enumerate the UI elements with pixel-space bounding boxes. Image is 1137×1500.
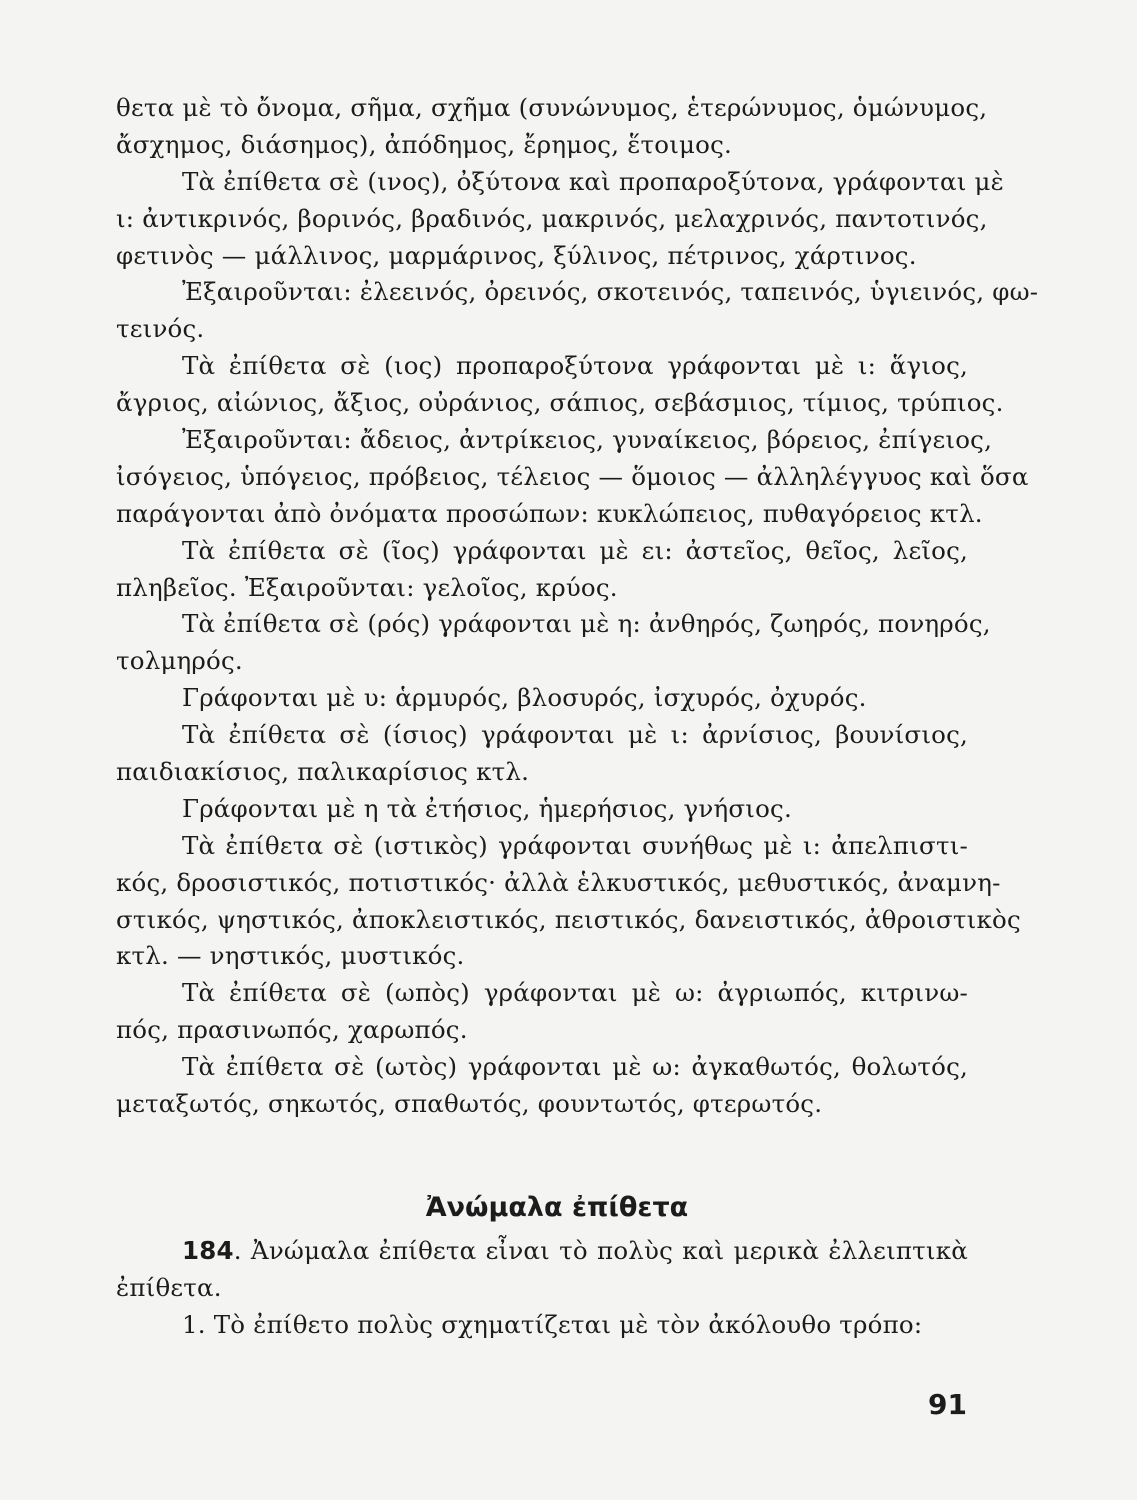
section-paragraph [116,1233,968,1270]
text-line: στικός, ψηστικός, ἀποκλειστικός, πειστικός, δανειστικός, ἀθροιστικὸς [116,904,1021,934]
text-line: Τὰ ἐπίθετα σὲ (ῖος) γράφονται μὲ ει: ἀστεῖος, θεῖος, λεῖος, [182,535,968,565]
text-line: Τὰ ἐπίθετα σὲ (ινος), ὀξύτονα καὶ προπαροξύτονα, γράφονται μὲ [182,166,1005,196]
text-line: Ἐξαιροῦνται: ἄδειος, ἀντρίκειος, γυναίκειος, βόρειος, ἐπίγειος, [182,425,993,455]
text-line: Γράφονται μὲ η τὰ ἐτήσιος, ἡμερήσιος, γνήσιος. [182,793,792,823]
section-text: . Ἀνώμαλα ἐπίθετα εἶναι τὸ πολὺς καὶ μερικὰ ἐλλειπτικὰ [233,1235,968,1265]
text-line: ἄγριος, αἰώνιος, ἄξιος, οὐράνιος, σάπιος, σεβάσμιος, τίμιος, τρύπιος. [116,388,1004,418]
text-line: παράγονται ἀπὸ ὀνόματα προσώπων: κυκλώπειος, πυθαγόρειος κτλ. [116,498,983,528]
text-line: κός, δροσιστικός, ποτιστικός· ἀλλὰ ἑλκυστικός, μεθυστικός, ἀναμνη- [116,867,1001,897]
text-line: τεινός. [116,314,205,344]
text-line: ἄσχημος, διάσημος), ἀπόδημος, ἔρημος, ἕτοιμος. [116,129,733,159]
text-line: ι: ἀντικρινός, βορινός, βραδινός, μακρινός, μελαχρινός, παντοτινός, [116,203,988,233]
text-line: 1. Τὸ ἐπίθετο πολὺς σχηματίζεται μὲ τὸν ἀκόλουθο τρόπο: [182,1309,923,1339]
text-line: Τὰ ἐπίθετα σὲ (ρός) γράφονται μὲ η: ἀνθηρός, ζωηρός, πονηρός, [182,609,991,639]
text-line: Τὰ ἐπίθετα σὲ (ωτὸς) γράφονται μὲ ω: ἀγκαθωτός, θολωτός, [182,1052,968,1082]
text-line: Τὰ ἐπίθετα σὲ (ίσιος) γράφονται μὲ ι: ἀρνίσιος, βουνίσιος, [182,720,968,750]
section-number: 184 [182,1235,234,1265]
text-line: Τὰ ἐπίθετα σὲ (ιστικὸς) γράφονται συνήθως μὲ ι: ἀπελπιστι- [182,830,968,860]
text-line: πός, πρασινωπός, χαρωπός. [116,1015,468,1045]
text-line: θετα μὲ τὸ ὄνομα, σῆμα, σχῆμα (συνώνυμος, ἑτερώνυμος, ὁμώνυμος, [116,93,988,122]
text-line: Ἐξαιροῦνται: ἐλεεινός, ὀρεινός, σκοτεινός, ταπεινός, ὑγιεινός, φω- [182,277,1039,307]
page-body [116,90,1039,1344]
text-line: ἐπίθετα. [116,1272,222,1302]
text-line: κτλ. — νηστικός, μυστικός. [116,941,465,971]
text-line: φετινὸς — μάλλινος, μαρμάρινος, ξύλινος, πέτρινος, χάρτινος. [116,240,917,270]
text-line: μεταξωτός, σηκωτός, σπαθωτός, φουντωτός, φτερωτός. [116,1089,823,1119]
text-line: παιδιακίσιος, παλικαρίσιος κτλ. [116,757,530,787]
text-line: Γράφονται μὲ υ: ἁρμυρός, βλοσυρός, ἰσχυρός, ὀχυρός. [182,683,867,713]
text-line: πληβεῖος. Ἐξαιροῦνται: γελοῖος, κρύος. [116,572,618,602]
text-line: Τὰ ἐπίθετα σὲ (ωπὸς) γράφονται μὲ ω: ἀγριωπός, κιτρινω- [182,978,968,1008]
text-line: τολμηρός. [116,646,243,676]
text-line: Τὰ ἐπίθετα σὲ (ιος) προπαροξύτονα γράφονται μὲ ι: ἅγιος, [182,351,968,381]
text-line: ἰσόγειος, ὑπόγειος, πρόβειος, τέλειος — ὅμοιος — ἀλληλέγγυος καὶ ὅσα [116,461,1029,491]
section-heading: Ἀνώμαλα ἐπίθετα [425,1191,689,1223]
page-number: 91 [928,1388,967,1421]
